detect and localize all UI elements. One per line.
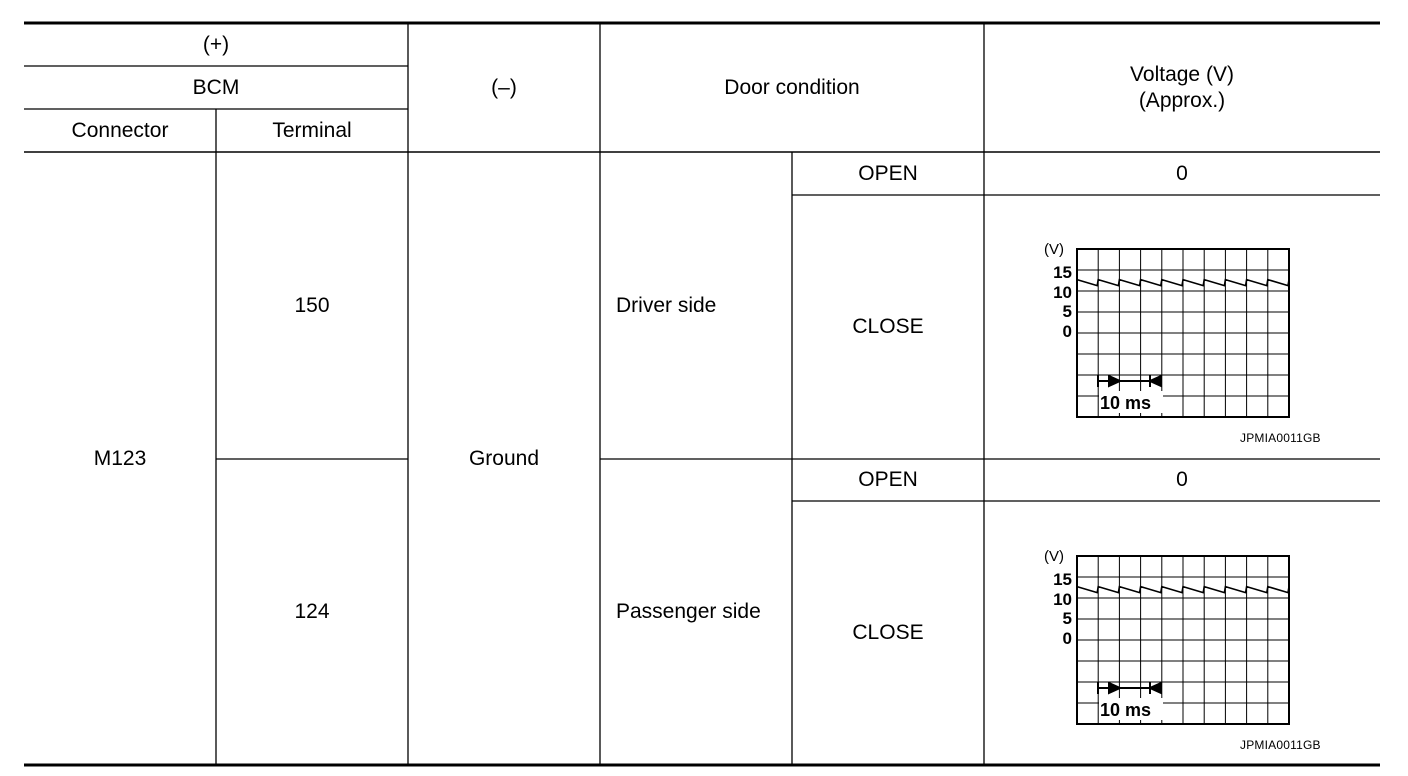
- scope-tick-15: 15: [1053, 570, 1072, 589]
- voltage-header-line2: (Approx.): [1138, 88, 1226, 112]
- scope-time-marker: [1098, 682, 1161, 694]
- door-condition-header: Door condition: [724, 75, 860, 99]
- passenger-close-waveform: [1040, 542, 1340, 742]
- connector-header: Connector: [71, 118, 169, 142]
- scope-time-marker: [1098, 375, 1161, 387]
- door-driver-side: Driver side: [616, 293, 717, 317]
- terminal-value-passenger: 124: [294, 600, 330, 623]
- scope-unit-label: (V): [1044, 548, 1064, 565]
- voltage-header: [984, 23, 1380, 152]
- driver-close-label: CLOSE: [852, 315, 924, 338]
- driver-open-label: OPEN: [858, 161, 918, 185]
- driver-waveform-code: JPMIA0011GB: [1240, 431, 1321, 445]
- voltage-header-line1: Voltage (V): [1130, 62, 1234, 86]
- terminal-header: Terminal: [272, 118, 352, 142]
- driver-open-voltage: 0: [1176, 161, 1188, 185]
- scope-time-label: 10 ms: [1100, 393, 1152, 413]
- connector-value: M123: [93, 446, 147, 470]
- scope-tick-10: 10: [1053, 283, 1072, 302]
- passenger-close-label: CLOSE: [852, 621, 924, 644]
- door-passenger-side: Passenger side: [616, 600, 761, 623]
- passenger-open-label: OPEN: [858, 468, 918, 491]
- bcm-header: BCM: [192, 75, 240, 99]
- scope-tick-15: 15: [1053, 263, 1072, 282]
- minus-header: (–): [491, 75, 517, 99]
- scope-tick-5: 5: [1062, 609, 1072, 628]
- ground-value: Ground: [468, 446, 540, 470]
- plus-header: (+): [202, 32, 230, 56]
- scope-tick-0: 0: [1062, 322, 1072, 341]
- scope-time-label: 10 ms: [1100, 700, 1152, 720]
- scope-tick-5: 5: [1062, 302, 1072, 321]
- passenger-open-voltage: 0: [1176, 468, 1188, 491]
- terminal-value-driver: 150: [294, 293, 330, 317]
- scope-tick-10: 10: [1053, 590, 1072, 609]
- scope-unit-label: (V): [1044, 241, 1064, 258]
- scope-tick-0: 0: [1062, 629, 1072, 648]
- passenger-waveform-code: JPMIA0011GB: [1240, 738, 1321, 752]
- driver-close-waveform: [1040, 235, 1340, 435]
